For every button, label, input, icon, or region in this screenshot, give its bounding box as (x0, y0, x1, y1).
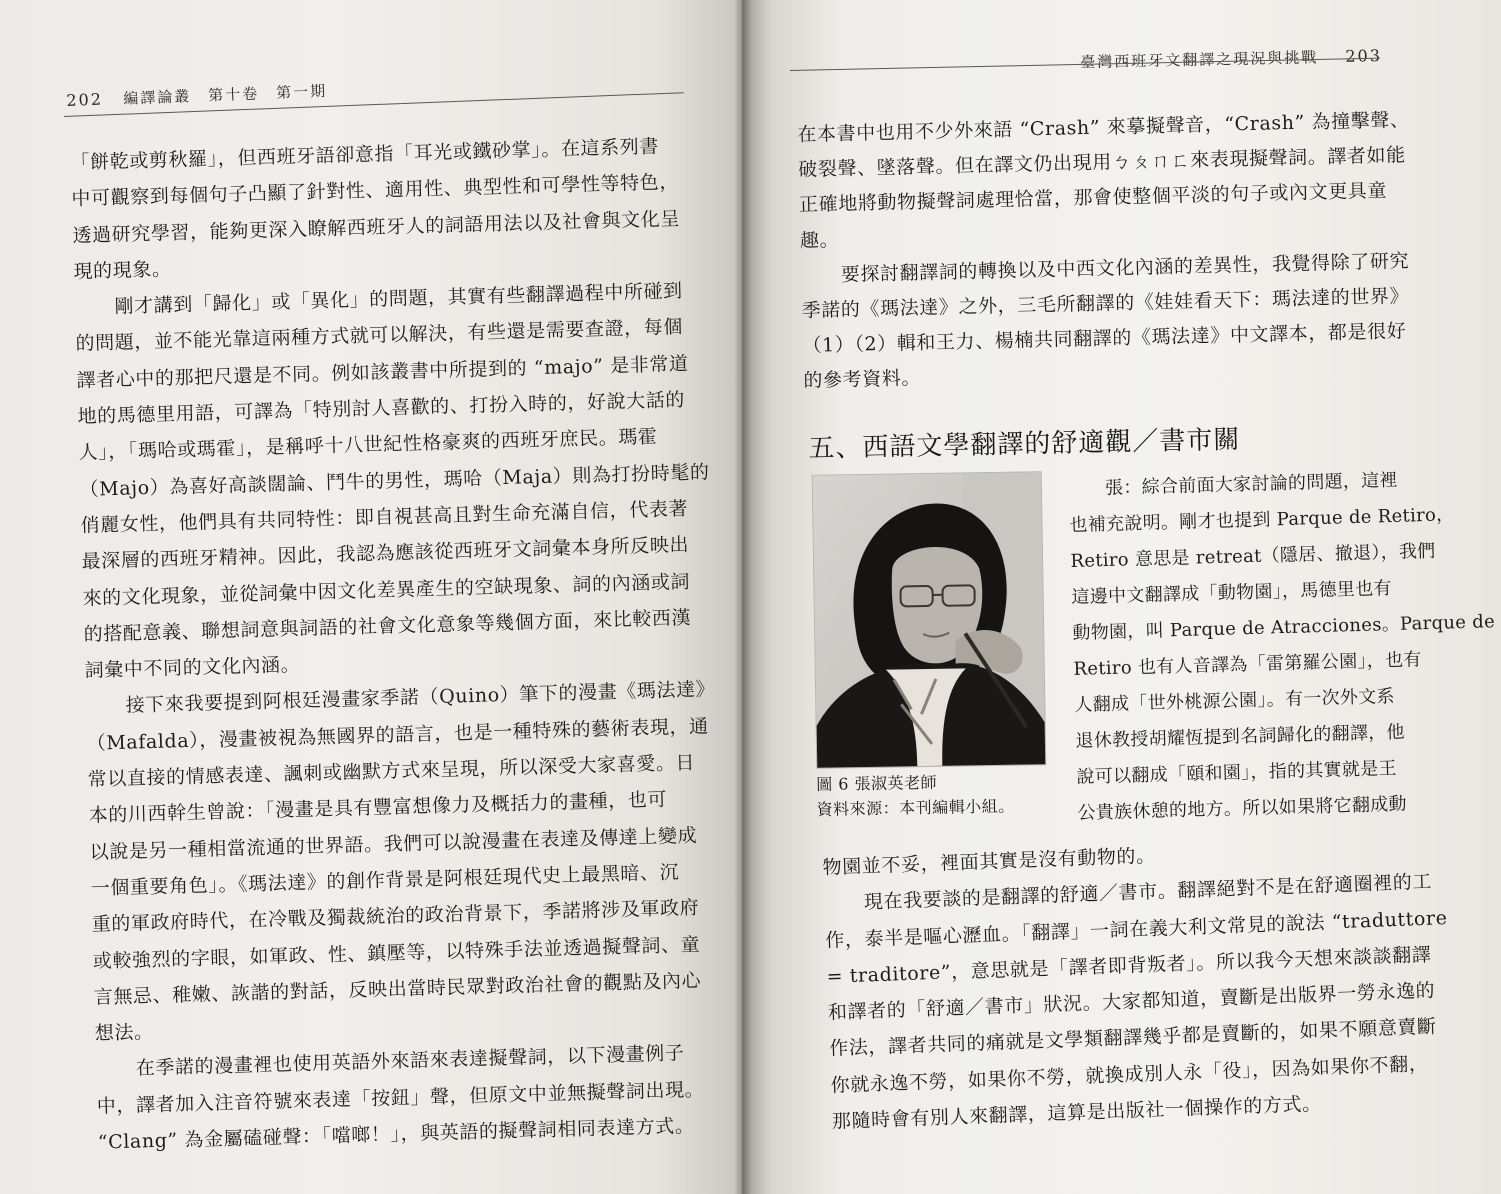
text-line: 俏麗女性，他們具有共同特性：即自視甚高且對生命充滿自信，代表著 (80, 497, 689, 537)
text-line: （Majo）為喜好高談闊論、鬥牛的男性，瑪哈（Maja）則為打扮時髦的 (79, 460, 710, 501)
left-journal-title: 編譯論叢 第十卷 第一期 (122, 81, 328, 108)
text-line: 說可以翻成「頤和園」，指的其實就是王 (1076, 757, 1398, 788)
text-line: 在季諾的漫畫裡也使用英語外來語來表達擬聲詞，以下漫畫例子 (135, 1042, 685, 1080)
text-line: 中可觀察到每個句子凸顯了針對性、適用性、典型性和可學性等特色， (71, 171, 680, 211)
text-line: 的參考資料。 (803, 367, 922, 393)
figure-caption-title: 圖 6 張淑英老師 (816, 772, 938, 794)
text-line: 動物園，叫 Parque de Atracciones。Parque de (1072, 611, 1496, 644)
book-gutter (734, 0, 752, 1194)
text-line: 那隨時會有別人來翻譯，這算是出版社一個操作的方式。 (831, 1092, 1323, 1133)
text-line: 「餅乾或剪秋羅」，但西班牙語卻意指「耳光或鐵砂掌」。在這系列書 (70, 135, 660, 174)
text-line: 最深層的西班牙精神。因此，我認為應該從西班牙文詞彙本身所反映出 (81, 534, 690, 574)
right-article-title: 臺灣西班牙文翻譯之現況與挑戰 (1080, 48, 1319, 72)
text-line: 作法，譯者共同的痛就是文學類翻譯幾乎都是賣斷的，如果不願意賣斷 (828, 1016, 1437, 1061)
text-line: 中，譯者加入注音符號來表達「按鈕」聲，但原文中並無擬聲詞出現。 (96, 1078, 705, 1118)
text-line: 透過研究學習，能夠更深入瞭解西班牙人的詞語用法以及社會與文化呈 (72, 207, 681, 247)
figure-caption-source: 資料來源：本刊編輯小組。 (816, 796, 1015, 819)
text-line: 詞彙中不同的文化內涵。 (84, 653, 301, 682)
right-page-number: 203 (1345, 45, 1383, 66)
text-line: 的問題，並不能光靠這兩種方式就可以解決，有些還是需要查證，每個 (75, 316, 684, 356)
text-line: 言無忌、稚嫩、詼諧的對話，反映出當時民眾對政治社會的觀點及內心 (93, 969, 702, 1009)
text-line: （Mafalda），漫畫被視為無國界的語言，也是一種特殊的藝術表現，通 (86, 715, 710, 755)
left-page (0, 0, 742, 1194)
right-body-text-top (797, 103, 1410, 399)
text-line: 現在我要談的是翻譯的舒適／書市。翻譯絕對不是在舒適圈裡的工 (863, 870, 1433, 914)
text-line: 物園並不妥，裡面其實是沒有動物的。 (822, 844, 1157, 879)
text-line: “Clang” 為金屬磕碰聲：「噹啷！」，與英語的擬聲詞相同表達方式。 (97, 1114, 695, 1154)
text-line: 破裂聲、墜落聲。但在譯文仍出現用ㄅㄆㄇㄈ來表現擬聲詞。譯者如能 (798, 144, 1406, 182)
left-page-number: 202 (66, 89, 104, 110)
section-heading: 五、西語文學翻譯的舒適觀／書市關 (808, 424, 1241, 464)
text-line: 想法。 (94, 1021, 154, 1045)
right-body-text-bottom (822, 828, 1448, 1140)
text-line: 或較強烈的字眼，如軍政、性、鎮壓等，以特殊手法並透過擬聲詞、童 (92, 933, 701, 973)
text-line: 人」，「瑪哈或瑪霍」，是稱呼十八世紀性格豪爽的西班牙庶民。瑪霍 (78, 426, 658, 465)
text-line: 作，泰半是嘔心瀝血。「翻譯」一詞在義大利文常見的說法 “traduttore (824, 906, 1448, 952)
text-line: 要探討翻譯詞的轉換以及中西文化內涵的差異性，我覺得除了研究 (840, 249, 1410, 286)
text-line: 現的現象。 (73, 258, 172, 283)
text-beside-figure (1068, 462, 1496, 832)
text-line: 你就永逸不勞，如果你不勞，就換成別人永「役」，因為如果你不翻， (830, 1052, 1429, 1097)
figure-caption (816, 769, 1015, 822)
text-line: 以說是另一種相當流通的世界語。我們可以說漫畫在表達及傳達上變成 (89, 824, 698, 864)
text-line: 在本書中也用不少外來語 “Crash” 來摹擬聲音，“Crash” 為撞擊聲、 (797, 109, 1410, 146)
text-line: Retiro 意思是 retreat（隱居、撤退），我們 (1070, 540, 1436, 572)
text-line: 地的馬德里用語，可譯為「特別討人喜歡的、打扮入時的，好說大話的 (77, 389, 686, 428)
text-line: 趣。 (799, 228, 840, 252)
text-line: 接下來我要提到阿根廷漫畫家季諾（Quino）筆下的漫畫《瑪法達》 (125, 678, 716, 718)
text-line: 剛才講到「歸化」或「異化」的問題，其實有些翻譯過程中所碰到 (114, 280, 684, 319)
text-line: 的搭配意義、聯想詞意與詞語的社會文化意象等幾個方面，來比較西漢 (83, 606, 692, 646)
text-line: 重的軍政府時代，在冷戰及獨裁統治的政治背景下，季諾將涉及軍政府 (91, 896, 700, 936)
text-line: 人翻成「世外桃源公園」。有一次外文系 (1074, 685, 1396, 716)
text-line: 退休教授胡耀恆提到名詞歸化的翻譯，他 (1075, 721, 1406, 752)
text-line: Retiro 也有人音譯為「雷第羅公園」，也有 (1073, 649, 1422, 680)
left-running-head (66, 80, 328, 111)
text-line: 季諾的《瑪法達》之外，三毛所翻譯的《娃娃看天下：瑪法達的世界》 (801, 285, 1410, 322)
left-body-text (70, 128, 718, 1161)
text-line: 來的文化現象，並從詞彙中因文化差異產生的空缺現象、詞的內涵或詞 (82, 570, 691, 610)
text-line: 一個重要角色」。《瑪法達》的創作背景是阿根廷現代史上最黑暗、沉 (90, 861, 680, 900)
portrait-photo (812, 471, 1047, 769)
portrait-image (813, 472, 1046, 768)
text-line: 公貴族休憩的地方。所以如果將它翻成動 (1077, 793, 1408, 824)
text-line: 也補充說明。剛才也提到 Parque de Retiro， (1069, 504, 1455, 536)
text-line: 這邊中文翻譯成「動物園」，馬德里也有 (1071, 578, 1393, 608)
text-line: 常以直接的情感表達、諷刺或幽默方式來呈現，所以深受大家喜愛。日 (87, 751, 696, 791)
text-line: 譯者心中的那把尺還是不同。例如該叢書中所提到的 “majo” 是非常道 (76, 352, 689, 392)
text-line: 張：綜合前面大家討論的問題，這裡 (1068, 469, 1399, 500)
text-line: 正確地將動物擬聲詞處理恰當，那會使整個平淡的句子或內文更具童 (798, 179, 1388, 217)
text-line: = traditore”，意思就是「譯者即背叛者」。所以我今天想來談談翻譯 (826, 943, 1432, 988)
text-line: 和譯者的「舒適／書市」狀況。大家都知道，賣斷是出版界一勞永逸的 (827, 979, 1436, 1025)
text-line: 本的川西幹生曾說：「漫畫是具有豐富想像力及概括力的畫種，也可 (88, 788, 668, 828)
text-line: （1）（2）輯和王力、楊楠共同翻譯的《瑪法達》中文譯本，都是很好 (802, 320, 1407, 358)
